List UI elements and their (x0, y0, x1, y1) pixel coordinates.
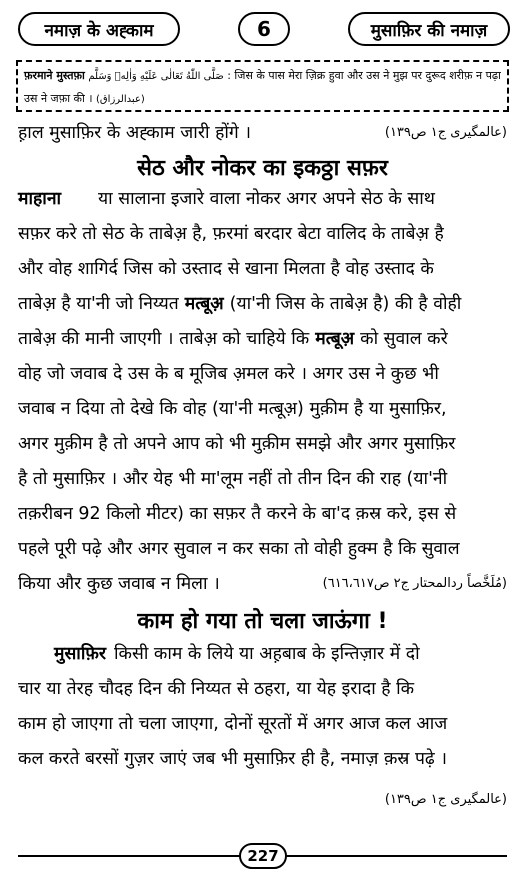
text-line (18, 364, 507, 384)
hadith-arabic: صَلَّى اللّٰهُ تَعَالٰى عَلَيْهِ وَاٰلِهٖ وَسَلَّم (88, 71, 224, 82)
text-line (18, 679, 507, 699)
line-text: काम हो जाएगा तो चला जाएगा, दोनों सूरतों में अगर आज कल आज (18, 714, 448, 734)
section-heading: सेठ और नोकर का इकठ्ठा सफ़र (137, 156, 388, 181)
line-text: अगर मुक़ीम है तो अपने आप को भी मुक़ीम समझे और अगर मुसाफ़िर (18, 434, 456, 454)
line-text: को सुवाल करे (360, 329, 448, 349)
bold-lead-word: मुसाफ़िर (54, 644, 107, 664)
line-text: और वोह शागिर्द जिस को उस्ताद से खाना मिलता है वोह उस्ताद के (18, 259, 434, 279)
text-line (18, 224, 507, 244)
bold-term: मत्बूअ़ (184, 294, 224, 314)
line-text: किसी काम के लिये या अह़बाब के इन्तिज़ार में दो (114, 644, 420, 664)
line-text: ताबेअ़ है या'नी जो निय्यत (18, 294, 179, 314)
text-line (18, 399, 507, 419)
line-text: ह़ाल मुसाफ़िर के अह्काम जारी होंगे । (18, 123, 251, 143)
text-line (18, 644, 507, 664)
line-text: (या'नी जिस के ताबेअ़ है) की है वोही (229, 294, 462, 314)
hadith-box (16, 60, 509, 112)
header-book-title: नमाज़ के अह्काम (18, 12, 180, 46)
line-text: जवाब न दिया तो देखे कि वोह (या'नी मत्बूअ़) मुक़ीम है या मुसाफ़िर, (18, 399, 447, 419)
line-text: या सालाना इजारे वाला नोकर अगर अपने सेठ के साथ (98, 189, 435, 209)
line-text: सफ़र करे तो सेठ के ताबेअ़ है, फ़रमां बरदार बेटा वालिद के ताबेअ़ है (18, 224, 444, 244)
text-line (18, 714, 507, 734)
text-line (18, 574, 507, 594)
hadith-source: (عبدالرزاق) (96, 94, 145, 105)
hadith-text-2: उस ने जफ़ा की । (24, 92, 93, 105)
text-line (18, 749, 507, 769)
bold-term: मत्बूअ़ (315, 329, 355, 349)
line-text: पहले पूरी पढ़े और अगर सुवाल न कर सका तो वोही हुक्म है कि सुवाल (18, 539, 460, 559)
text-line (18, 123, 507, 143)
line-text: वोह जो जवाब दे उस के ब मूजिब अ़मल करे । अगर उस ने कुछ भी (18, 364, 439, 384)
line-text: तक़रीबन 92 किलो मीटर) का सफ़र तै करने के बा'द क़स्र करे, इस से (18, 504, 457, 524)
reference: (عالمگیری ج١ ص١٣٩) (384, 792, 507, 807)
text-line (18, 434, 507, 454)
bold-lead-word: माहाना (18, 189, 62, 209)
line-text: किया और कुछ जवाब न मिला । (18, 574, 220, 594)
hadith-text-1: : जिस के पास मेरा ज़िक्र हुवा और उस ने मुझ पर दुरूद शरीफ़ न पढ़ा (227, 69, 501, 82)
hadith-label: फ़रमाने मुस्तफ़ा (24, 69, 85, 82)
text-line (18, 294, 507, 314)
line-text: कल करते बरसों गुज़र जाएं जब भी मुसाफ़िर ही है, नमाज़ क़स्र पढ़े । (18, 749, 447, 769)
line-text: है तो मुसाफ़िर । और येह भी मा'लूम नहीं तो तीन दिन की राह (या'नी (18, 469, 448, 489)
line-text: ताबेअ़ की मानी जाएगी । ताबेअ़ को चाहिये कि (18, 329, 310, 349)
text-line (18, 469, 507, 489)
reference: (عالمگیری ج١ ص١٣٩) (384, 125, 507, 140)
text-line (18, 259, 507, 279)
page-number: 227 (239, 843, 287, 869)
text-line (18, 539, 507, 559)
section-heading: काम हो गया तो चला जाऊंगा ! (137, 609, 388, 634)
header-chapter-title: मुसाफ़िर की नमाज़ (348, 12, 510, 46)
reference: (مُلَخَّصاً ردالمحتار ج٢ ص٦١٦،٦١٧) (322, 576, 507, 591)
text-line (18, 189, 507, 209)
text-line (18, 790, 507, 810)
header-section-number: 6 (238, 12, 290, 46)
text-line (18, 329, 507, 349)
line-text: चार या तेरह चौदह दिन की निय्यत से ठहरा, या येह इरादा है कि (18, 679, 415, 699)
text-line (18, 504, 507, 524)
